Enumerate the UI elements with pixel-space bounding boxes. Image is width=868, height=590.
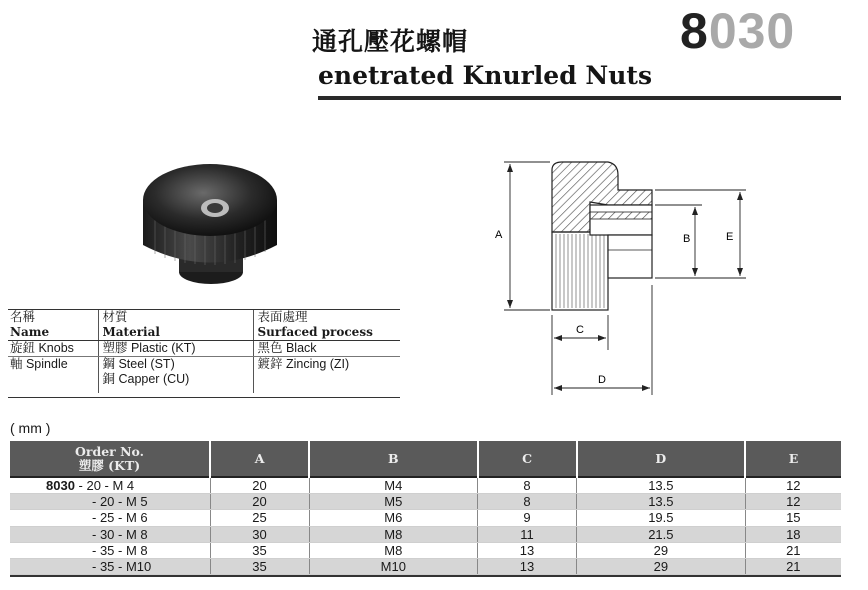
dimension-table [10, 441, 841, 575]
unit-label: ( mm ) [10, 420, 51, 436]
cell-a: 25 [210, 510, 309, 526]
spec-cell-material: 塑膠 Plastic (KT) [98, 341, 253, 357]
spec-cell-process: 黑色 Black [253, 341, 400, 357]
cell-e: 12 [745, 477, 841, 494]
spec-row-knobs [8, 341, 400, 357]
cell-e: 21 [745, 559, 841, 575]
spec-header-cn: 表面處理 [257, 310, 308, 324]
dimension-table-bottom-rule [10, 575, 841, 577]
model-number [680, 2, 795, 60]
cell-e: 12 [745, 494, 841, 510]
order-no-cell: - 20 - M 5 [10, 494, 210, 510]
spec-material-line: 鋼 Steel (ST) [102, 357, 175, 371]
column-header-d: D [577, 441, 746, 477]
cell-a: 35 [210, 559, 309, 575]
order-no-header-label: Order No. [74, 443, 144, 459]
cell-a: 20 [210, 477, 309, 494]
spec-cell-name: 旋鈕 Knobs [8, 341, 98, 357]
title-underline [318, 96, 841, 100]
cell-a: 30 [210, 526, 309, 542]
cell-e: 21 [745, 542, 841, 558]
spec-header-en: Material [102, 325, 160, 339]
spec-cell-process: 鍍鋅 Zincing (ZI) [253, 357, 400, 393]
spec-row-spindle [8, 357, 400, 393]
dimension-header-row [10, 441, 841, 477]
cell-b: M6 [309, 510, 477, 526]
cell-e: 18 [745, 526, 841, 542]
series-number: 8030 [46, 478, 75, 493]
cell-b: M8 [309, 542, 477, 558]
cell-d: 19.5 [577, 510, 746, 526]
column-header-b: B [309, 441, 477, 477]
cell-c: 8 [478, 494, 577, 510]
spec-header-cn: 名稱 [10, 310, 36, 324]
cell-a: 35 [210, 542, 309, 558]
spec-header-en: Surfaced process [257, 325, 373, 339]
order-suffix: - 20 - M 4 [74, 478, 135, 493]
model-number-lead: 8 [680, 3, 709, 59]
spec-table-bottom-rule [8, 397, 400, 398]
spec-header-cn: 材質 [102, 310, 128, 324]
order-no-cell: - 30 - M 8 [10, 526, 210, 542]
cell-a: 20 [210, 494, 309, 510]
column-header-c: C [478, 441, 577, 477]
table-row [10, 542, 841, 558]
cell-c: 13 [478, 559, 577, 575]
spec-material-line: 銅 Capper (CU) [102, 372, 190, 386]
order-no-cell: - 35 - M10 [10, 559, 210, 575]
order-no-cell: - 25 - M 6 [10, 510, 210, 526]
cell-d: 13.5 [577, 494, 746, 510]
order-no-cell [10, 477, 210, 494]
table-row [10, 559, 841, 575]
dim-label-a: A [495, 229, 503, 241]
cell-d: 29 [577, 559, 746, 575]
cell-b: M5 [309, 494, 477, 510]
spec-header-material [98, 310, 253, 341]
title-chinese: 通孔壓花螺帽 [312, 27, 469, 56]
cell-d: 29 [577, 542, 746, 558]
cell-b: M8 [309, 526, 477, 542]
cell-c: 8 [478, 477, 577, 494]
spec-cell-name: 軸 Spindle [10, 357, 68, 371]
column-header-a: A [210, 441, 309, 477]
order-no-cell: - 35 - M 8 [10, 542, 210, 558]
spec-header-row [8, 310, 400, 341]
cell-b: M10 [309, 559, 477, 575]
cell-e: 15 [745, 510, 841, 526]
order-no-header-sub: 塑膠 (KT) [78, 457, 141, 473]
cell-b: M4 [309, 477, 477, 494]
title-english: enetrated Knurled Nuts [318, 61, 653, 90]
column-header-e: E [745, 441, 841, 477]
spec-table [8, 310, 400, 393]
dim-label-e: E [726, 231, 734, 243]
table-row [10, 477, 841, 494]
table-row [10, 526, 841, 542]
spec-header-process [253, 310, 400, 341]
dim-label-c: C [576, 324, 584, 336]
table-row [10, 510, 841, 526]
spec-header-en: Name [10, 325, 50, 339]
spec-cell-material [98, 357, 253, 393]
spec-header-name [8, 310, 98, 341]
cell-c: 9 [478, 510, 577, 526]
product-photo [135, 150, 285, 290]
table-row [10, 494, 841, 510]
dim-label-d: D [598, 374, 606, 386]
model-number-rest: 030 [708, 3, 796, 59]
cell-c: 13 [478, 542, 577, 558]
cell-c: 11 [478, 526, 577, 542]
dim-label-b: B [683, 233, 691, 245]
cell-d: 13.5 [577, 477, 746, 494]
technical-drawing [490, 150, 760, 395]
order-no-header [10, 441, 210, 477]
cell-d: 21.5 [577, 526, 746, 542]
